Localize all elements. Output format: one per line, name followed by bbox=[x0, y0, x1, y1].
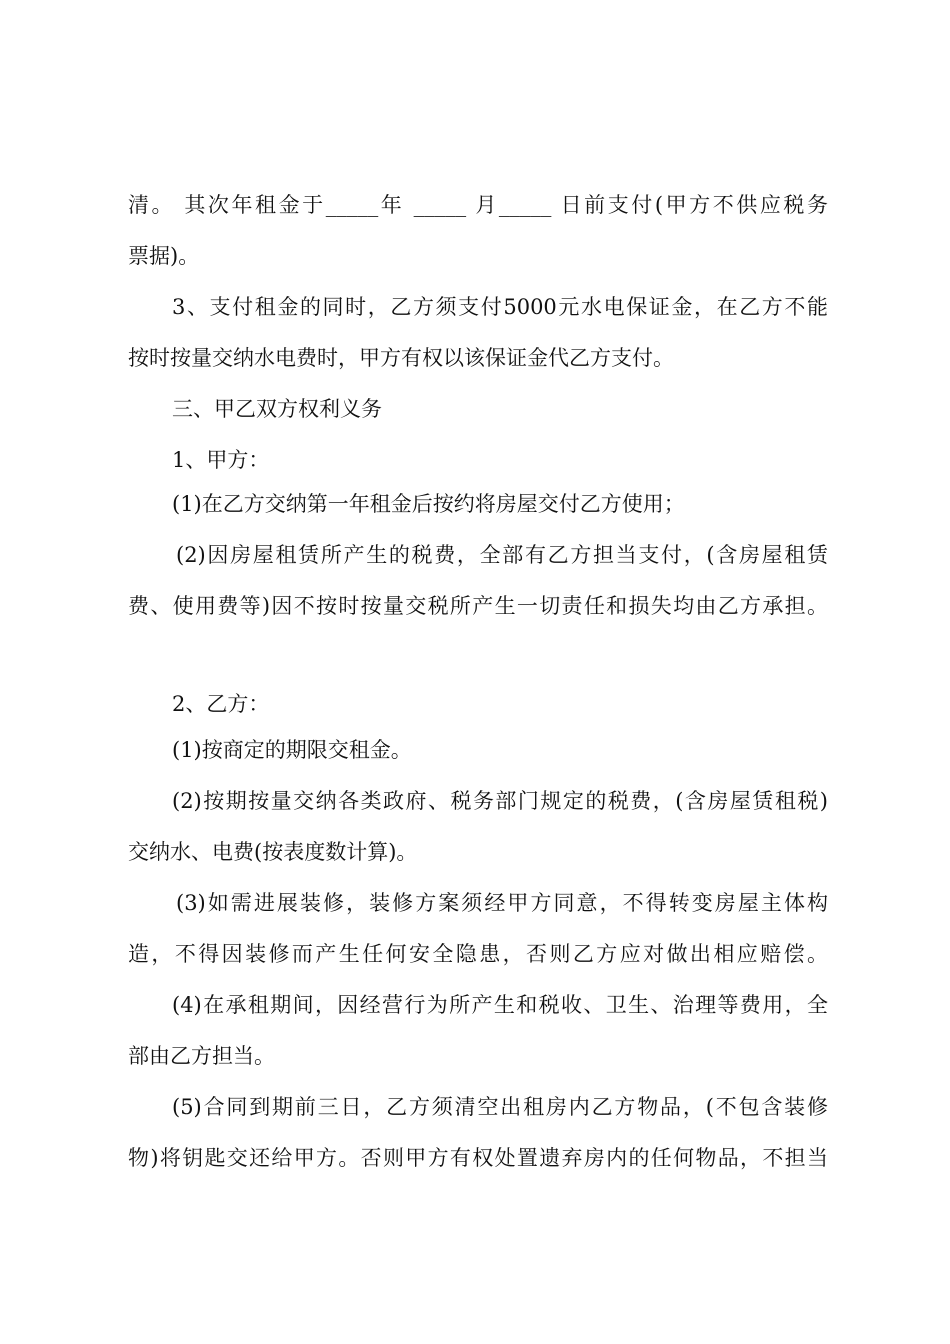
subsection-heading: 1、甲方： bbox=[172, 448, 270, 472]
text-line: 部由乙方担当。 bbox=[128, 1044, 275, 1068]
text-line: 按时按量交纳水电费时，甲方有权以该保证金代乙方支付。 bbox=[128, 346, 674, 370]
text-line: 造，不得因装修而产生任何安全隐患，否则乙方应对做出相应赔偿。 bbox=[128, 942, 828, 966]
subsection-heading: 2、乙方： bbox=[172, 692, 270, 716]
text-line: (1)按商定的期限交租金。 bbox=[172, 738, 412, 762]
text-line: (5)合同到期前三日，乙方须清空出租房内乙方物品，(不包含装修 bbox=[172, 1095, 828, 1119]
text-line: 3、支付租金的同时，乙方须支付5000元水电保证金，在乙方不能 bbox=[172, 295, 828, 319]
text-line: 票据)。 bbox=[128, 244, 200, 268]
text-line: (1)在乙方交纳第一年租金后按约将房屋交付乙方使用； bbox=[172, 492, 685, 516]
text-line: 清。 其次年租金于_____年 _____ 月_____ 日前支付(甲方不供应税务 bbox=[128, 193, 828, 217]
text-line: (3)如需进展装修，装修方案须经甲方同意，不得转变房屋主体构 bbox=[176, 891, 828, 915]
text-line: (4)在承租期间，因经营行为所产生和税收、卫生、治理等费用，全 bbox=[172, 993, 828, 1017]
text-line: 交纳水、电费(按表度数计算)。 bbox=[128, 840, 418, 864]
text-line: (2)因房屋租赁所产生的税费，全部有乙方担当支付，(含房屋租赁 bbox=[176, 543, 828, 567]
text-line: 费、使用费等)因不按时按量交税所产生一切责任和损失均由乙方承担。 bbox=[128, 594, 828, 618]
text-line: 物)将钥匙交还给甲方。否则甲方有权处置遗弃房内的任何物品，不担当 bbox=[128, 1146, 828, 1170]
text-line: (2)按期按量交纳各类政府、税务部门规定的税费，(含房屋赁租税) bbox=[172, 789, 828, 813]
section-heading: 三、甲乙双方权利义务 bbox=[172, 397, 382, 421]
